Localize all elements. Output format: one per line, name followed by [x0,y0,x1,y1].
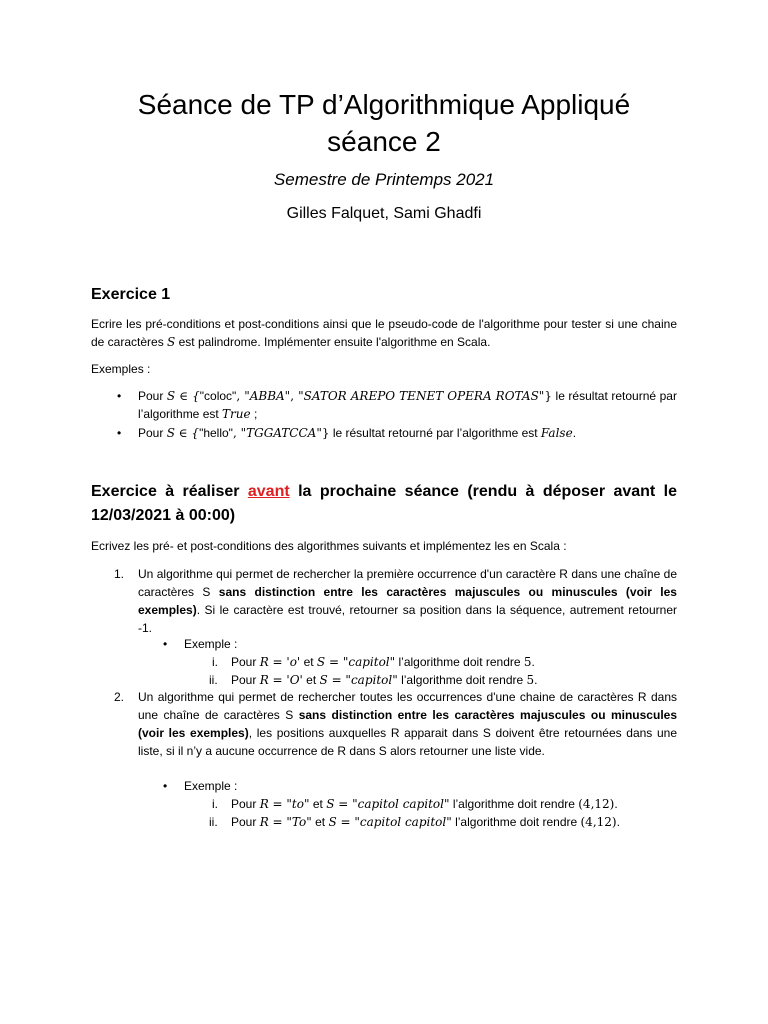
bullet1-end: ; [250,407,258,421]
sub-end: . [614,797,618,811]
title-line-1: Séance de TP d’Algorithmique Appliqué [137,89,631,120]
item-2-sub-2 [231,813,620,831]
bullet1-value: True [222,407,251,421]
example-bullet-2: Pour S ∈ {"hello", "TGGATCCA"} le résultat retourné par l’algorithme est False. [138,426,577,440]
bullet2-word-2: "TGGATCCA" [240,426,322,440]
sub-r: R = 'O' [259,673,303,687]
bullet-dot: • [117,426,122,440]
bullet1-pour: Pour [138,389,167,403]
item1-text-a: Un algorithme qui permet de rechercher la première occurrence d'un caractère R dans une chaîne de caractères S [138,567,677,599]
exercise-1-statement [91,315,677,351]
item-1-number: 1. [114,567,125,581]
example-bullet-1: Pour S ∈ {"coloc", "ABBA", "SATOR AREPO TENET OPERA ROTAS"} le résultat retourné par l’algorithme est True ; [138,389,677,421]
exercise-1-heading: Exercice 1 [91,286,171,303]
sub-result: (4,12) [578,797,615,811]
item1-text-b: . Si le caractère est trouvé, retourner sa position dans la séquence, autrement retourner -1. [138,603,677,635]
item-2-example-label: Exemple : [184,779,238,793]
heading-emphasis-avant: avant [247,483,290,500]
item-2-sub-1-number: i. [212,797,218,811]
sub-et: et [311,815,329,829]
item-1-sub-2 [231,671,537,689]
bullet1-rest: le résultat retourné par l’algorithme est [138,389,677,421]
item2-text-a: Un algorithme qui permet de rechercher toutes les occurrences d'une chaine de caractères R dans une chaîne de caractères S [138,690,677,722]
bullet2-end: . [572,426,577,440]
bullet1-set-suffix: } [544,389,552,403]
sub-end: . [616,815,620,829]
sub-result: 5 [523,655,532,669]
sub-result: (4,12) [580,815,617,829]
bullet-dot: • [163,779,168,793]
sub-pour: Pour [231,797,260,811]
sub-s: S = "capitol" [319,673,398,687]
sub-rest: l’algorithme doit rendre [449,797,579,811]
sub-et: et [302,673,320,687]
exercise-2-intro: Ecrivez les pré- et post-conditions des algorithmes suivants et implémentez les en Scala : [91,539,567,553]
bullet2-value: False [540,426,573,440]
sub-r: R = 'o' [259,655,301,669]
item-2-sub-2-number: ii. [209,815,218,829]
bullet-dot: • [117,389,122,403]
sub-result: 5 [526,673,535,687]
item-1-sub-1 [231,653,535,671]
item2-text-b: , les positions auxquelles R apparait dans S doivent être retournées dans une liste, si il n’y a aucune occurrence de R dans S alors retourner une liste vide. [138,726,677,758]
sub-et: et [300,655,317,669]
exercise-2-heading-line-1 [91,480,677,504]
authors: Gilles Falquet, Sami Ghadfi [286,205,482,222]
exercise-2-heading-line-2: 12/03/2021 à 00:00) [91,507,236,524]
item-1-text [138,565,677,637]
sub-pour: Pour [231,673,260,687]
bullet2-set-prefix: S ∈ { [166,426,200,440]
statement-text-b: est palindrome. Implémenter ensuite l'algorithme en Scala. [175,335,491,349]
heading-text-b: la prochaine séance (rendu à déposer avant le [289,483,677,500]
sub-r: R = "To" [259,815,312,829]
sub-s: S = "capitol" [316,655,396,669]
item-2-number: 2. [114,690,125,704]
item-2-text [138,688,677,760]
sub-pour: Pour [231,655,260,669]
sub-r: R = "to" [259,797,310,811]
sub-et: et [309,797,327,811]
document-title [0,86,768,160]
bullet1-word-3: "SATOR AREPO TENET OPERA ROTAS" [298,389,545,403]
bullet-dot: • [163,637,168,651]
title-line-2: séance 2 [327,126,441,157]
sub-s: S = "capitol capitol" [326,797,450,811]
sub-end: . [534,673,538,687]
item1-bold: sans distinction entre les caractères majuscules ou minuscules (voir les exemples) [138,585,677,617]
bullet2-word-1: "hello" [199,426,233,440]
bullet2-set-suffix: } [321,426,330,440]
bullet1-word-2: "ABBA" [244,389,291,403]
heading-text-a: Exercice à réaliser [91,483,248,500]
item-1-sub-1-number: i. [212,655,218,669]
item-1-example-label: Exemple : [184,637,238,651]
sub-rest: l’algorithme doit rendre [395,655,524,669]
examples-label: Exemples : [91,362,151,376]
sub-rest: l’algorithme doit rendre [451,815,581,829]
sub-s: S = "capitol capitol" [328,815,452,829]
bullet1-set-prefix: S ∈ { [166,389,200,403]
bullet1-word-1: "coloc" [199,389,237,403]
item-1-sub-2-number: ii. [209,673,218,687]
sub-rest: l’algorithme doit rendre [397,673,527,687]
bullet2-pour: Pour [138,426,167,440]
item-2-sub-1 [231,795,618,813]
bullet2-rest: le résultat retourné par l’algorithme est [329,426,541,440]
statement-text-a: Ecrire les pré-conditions et post-conditions ainsi que le pseudo-code de l'algorithme pour tester si une chaine de caractères [91,317,677,349]
sub-end: . [531,655,535,669]
semester-subtitle: Semestre de Printemps 2021 [273,170,495,189]
item2-bold: sans distinction entre les caractères majuscules ou minuscules (voir les exemples) [138,708,677,740]
sub-pour: Pour [231,815,260,829]
var-s: S [167,335,176,349]
